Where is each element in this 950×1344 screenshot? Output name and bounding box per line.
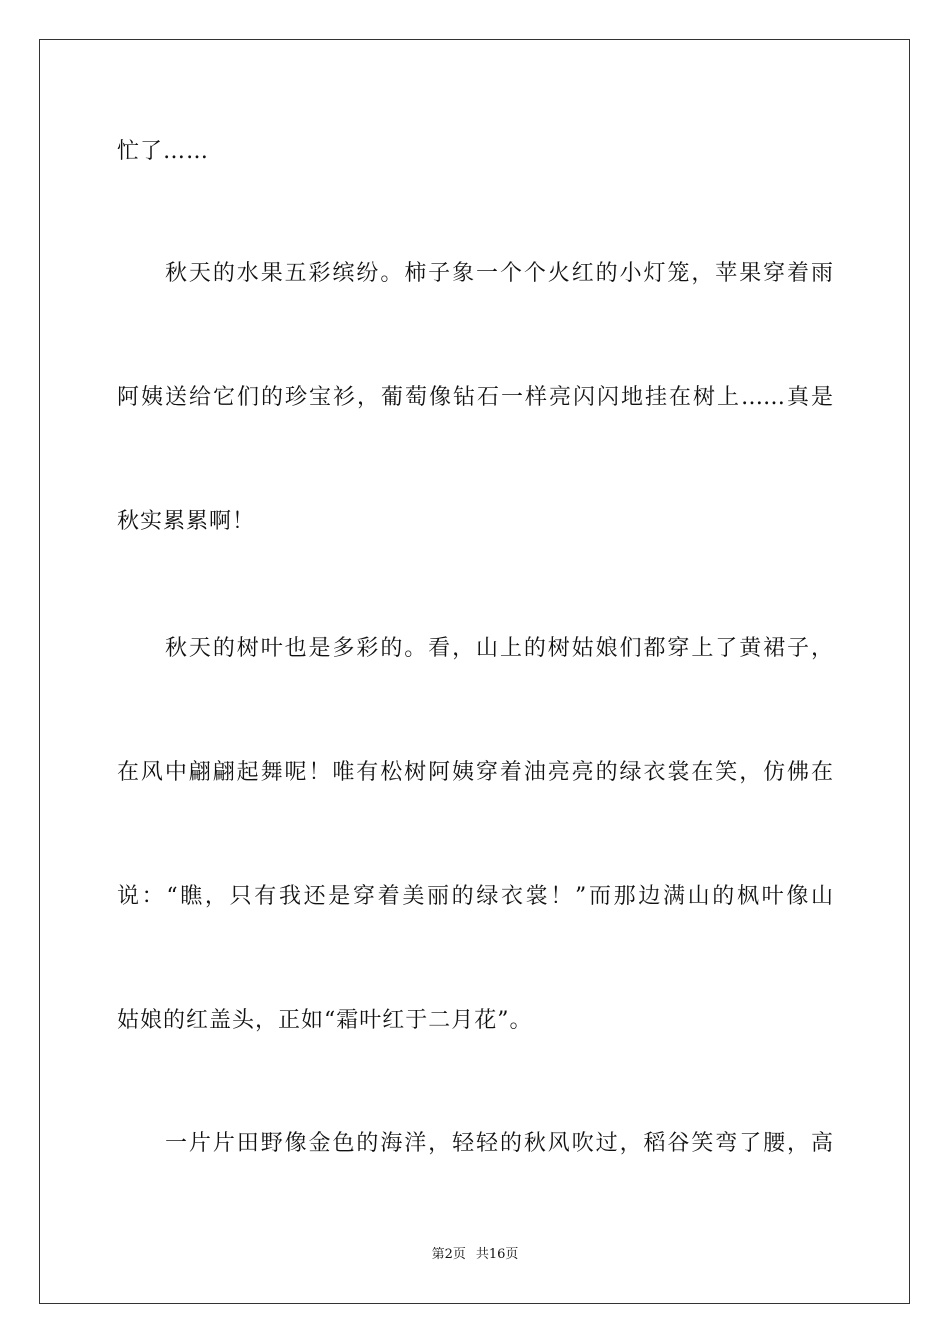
page-frame <box>39 39 910 1304</box>
text-line-2: 秋天的水果五彩缤纷。柿子象一个个火红的小灯笼，苹果穿着雨 <box>165 261 833 286</box>
text-line-7: 说：“瞧，只有我还是穿着美丽的绿衣裳！”而那边满山的枫叶像山 <box>117 884 833 909</box>
page-total: 共16页 <box>475 1247 519 1262</box>
text-line-5: 秋天的树叶也是多彩的。看，山上的树姑娘们都穿上了黄裙子， <box>165 636 833 661</box>
page-footer <box>0 1247 950 1263</box>
text-line-3: 阿姨送给它们的珍宝衫，葡萄像钻石一样亮闪闪地挂在树上……真是 <box>117 385 833 410</box>
text-line-6: 在风中翩翩起舞呢！唯有松树阿姨穿着油亮亮的绿衣裳在笑，仿佛在 <box>117 760 833 785</box>
text-line-9: 一片片田野像金色的海洋，轻轻的秋风吹过，稻谷笑弯了腰，高 <box>165 1131 833 1156</box>
page-number: 第2页 <box>431 1247 466 1262</box>
text-line-4: 秋实累累啊！ <box>117 509 256 534</box>
text-line-8: 姑娘的红盖头，正如“霜叶红于二月花”。 <box>117 1008 533 1033</box>
text-line-1: 忙了…… <box>117 139 210 164</box>
